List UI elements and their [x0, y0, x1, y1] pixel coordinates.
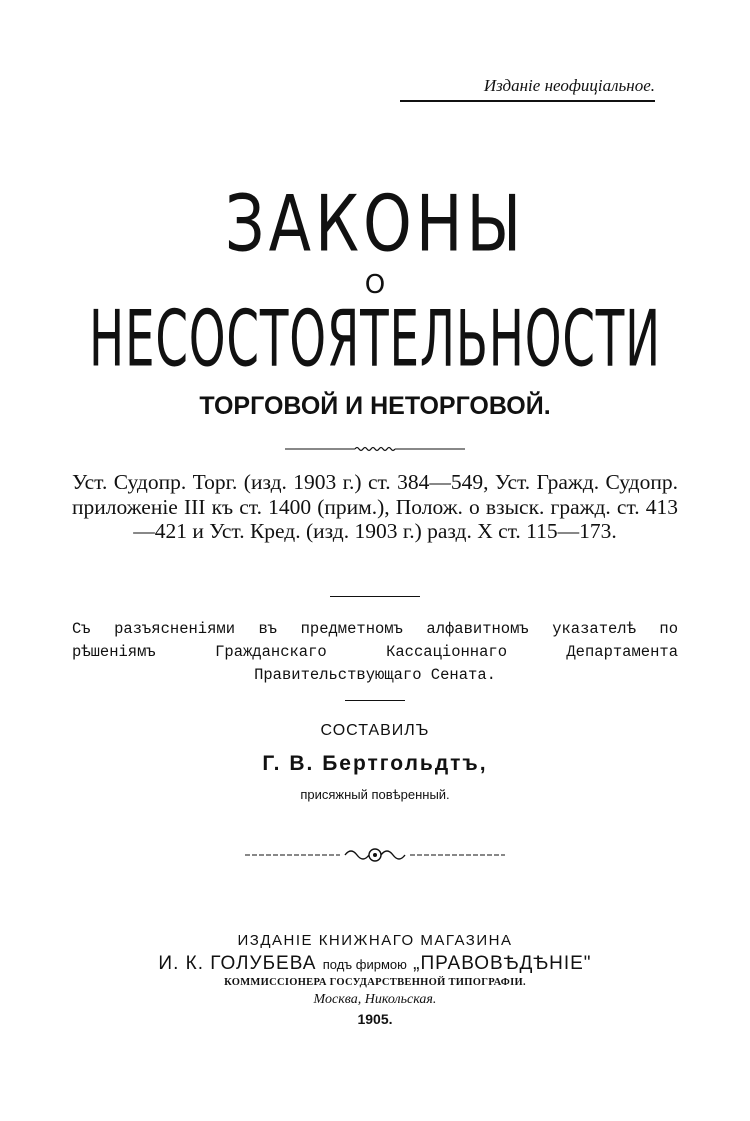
edition-note: Изданіе неофиціальное. [400, 76, 655, 102]
title-line-2: О [364, 270, 386, 300]
publisher-under-firm: подъ фирмою [322, 957, 407, 972]
author-name: Г. В. Бертгольдтъ, [262, 752, 488, 775]
publisher-line-2 [0, 953, 750, 975]
title-line-3: НЕСОСТОЯТЕЛЬНОСТИ [89, 294, 661, 385]
divider-rule-2 [345, 700, 405, 701]
publisher-name: И. К. ГОЛУБЕВА [158, 953, 317, 974]
publisher-line-3: КОММИССІОНЕРА ГОСУДАРСТВЕННОЙ ТИПОГРАФІИ. [224, 977, 526, 988]
publisher-address: Москва, Никольская. [313, 992, 437, 1007]
explanation-text: Съ разъясненіями въ предметномъ алфавитномъ указателѣ по рѣшеніямъ Гражданскаго Кассаціоннаго Департамента Правительствующаго Сената. [72, 620, 678, 684]
title-line-1: ЗАКОНЫ [224, 178, 526, 270]
publisher-firm: „ПРАВОВѢДѢНІЕ" [413, 953, 592, 974]
compiled-by-label: СОСТАВИЛЪ [320, 722, 430, 739]
publication-year: 1905. [357, 1011, 393, 1027]
statute-articles: Уст. Судопр. Торг. (изд. 1903 г.) ст. 384—549, Уст. Гражд. Судопр. приложеніе III къ ст. 1400 (прим.), Полож. о взыск. гражд. ст. 413—421 и Уст. Кред. (изд. 1903 г.) разд. X ст. 115—173. [72, 470, 678, 543]
publisher-line-1: ИЗДАНІЕ КНИЖНАГО МАГАЗИНА [237, 932, 513, 949]
flourish-ornament [245, 843, 505, 867]
author-role: присяжный повѣренный. [300, 787, 450, 802]
divider-rule-1 [330, 596, 420, 597]
ornamental-rule-1 [285, 445, 465, 453]
subtitle: ТОРГОВОЙ И НЕТОРГОВОЙ. [199, 392, 551, 420]
